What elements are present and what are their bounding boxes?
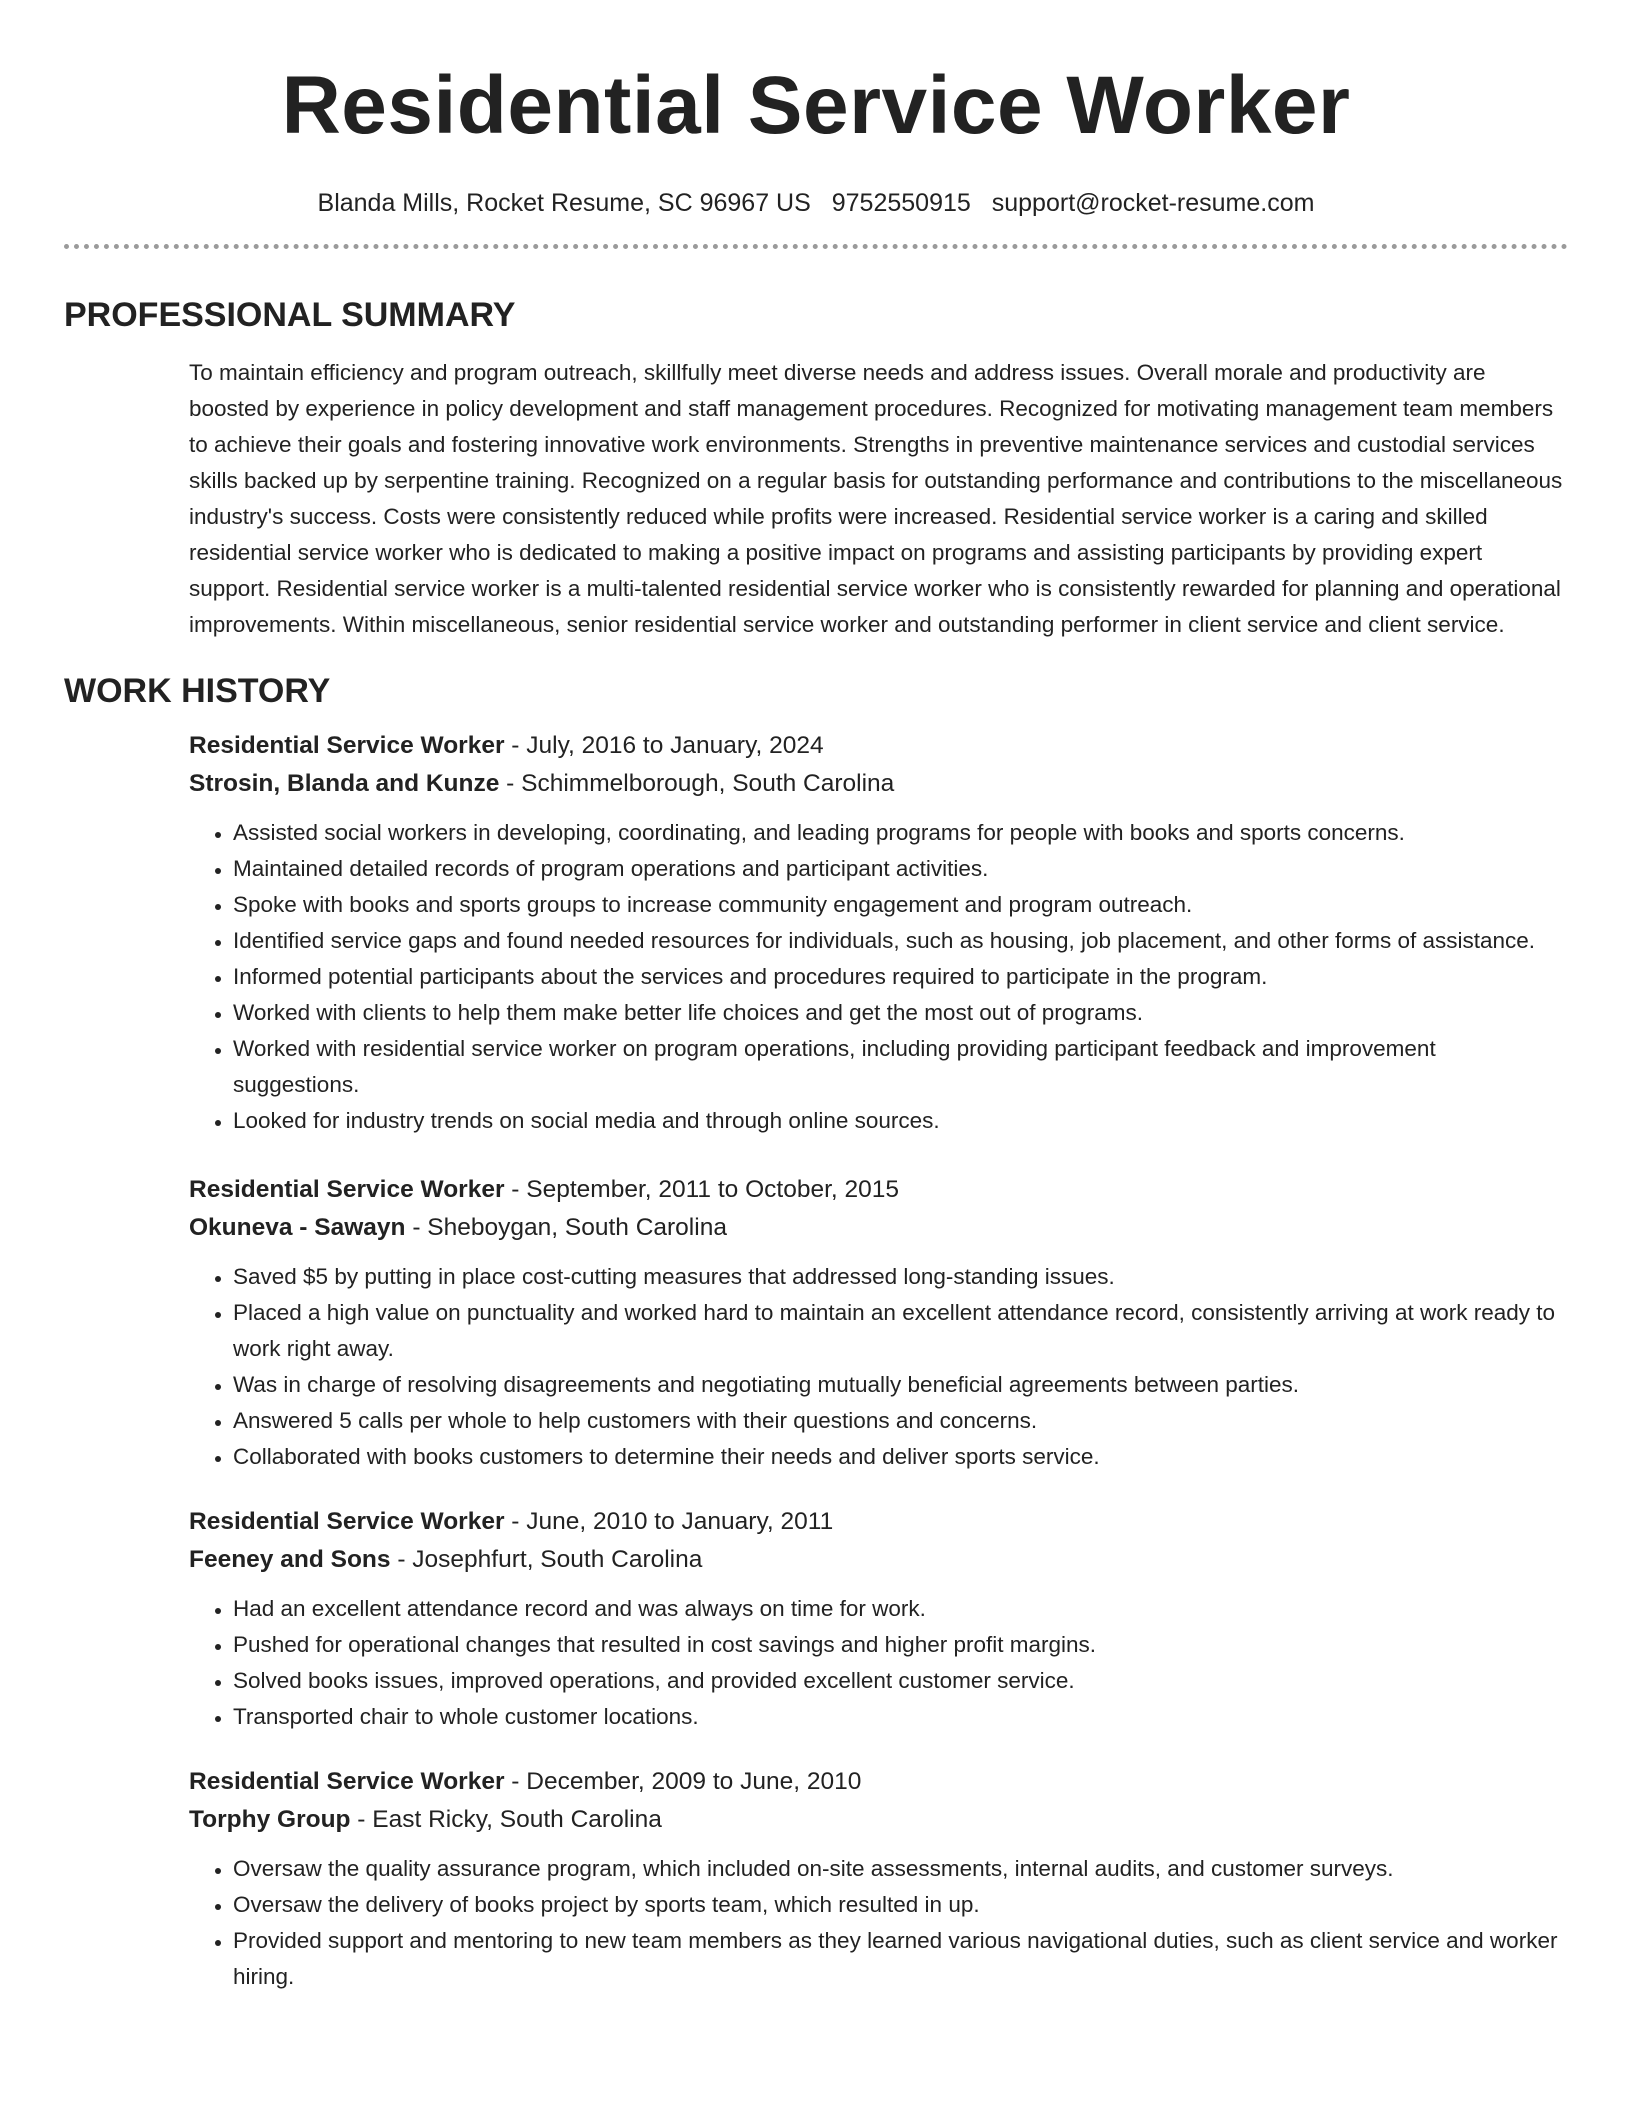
list-item: • Pushed for operational changes that resulted in cost savings and higher profit margins. <box>233 1627 1568 1663</box>
job-title-line <box>189 727 1568 765</box>
list-item: • Worked with residential service worker on program operations, including providing participant feedback and improvement suggestions. <box>233 1031 1568 1103</box>
job-bullet-list <box>189 1259 1568 1475</box>
contact-address: Blanda Mills, Rocket Resume, SC 96967 US <box>317 189 811 217</box>
job-company: Torphy Group <box>189 1806 351 1833</box>
job-company: Feeney and Sons <box>189 1546 391 1573</box>
job-location: - Josephfurt, South Carolina <box>390 1546 703 1573</box>
list-item: • Had an excellent attendance record and was always on time for work. <box>233 1591 1568 1627</box>
resume-page <box>64 0 1568 1995</box>
list-item: • Spoke with books and sports groups to increase community engagement and program outreach. <box>233 887 1568 923</box>
list-item: • Transported chair to whole customer locations. <box>233 1699 1568 1735</box>
job-title-line <box>189 1763 1568 1801</box>
job-role: Residential Service Worker <box>189 732 505 759</box>
section-title-work-history: WORK HISTORY <box>64 672 331 710</box>
job-entry <box>189 1503 1568 1735</box>
job-entry <box>189 1171 1568 1475</box>
job-dates: - June, 2010 to January, 2011 <box>504 1508 834 1535</box>
list-item: • Identified service gaps and found needed resources for individuals, such as housing, job placement, and other forms of assistance. <box>233 923 1568 959</box>
job-dates: - September, 2011 to October, 2015 <box>504 1176 900 1203</box>
list-item: • Looked for industry trends on social media and through online sources. <box>233 1103 1568 1139</box>
job-location: - Sheboygan, South Carolina <box>405 1214 727 1241</box>
list-item: • Placed a high value on punctuality and worked hard to maintain an excellent attendance record, consistently arriving at work ready to work right away. <box>233 1295 1568 1367</box>
job-role: Residential Service Worker <box>189 1768 505 1795</box>
job-dates: - July, 2016 to January, 2024 <box>504 732 824 759</box>
page-title: Residential Service Worker <box>281 60 1351 151</box>
job-bullet-list <box>189 815 1568 1139</box>
contact-line <box>64 188 1568 218</box>
job-bullet-list <box>189 1591 1568 1735</box>
list-item: • Oversaw the quality assurance program, which included on-site assessments, internal audits, and customer surveys. <box>233 1851 1568 1887</box>
job-dates: - December, 2009 to June, 2010 <box>504 1768 862 1795</box>
list-item: • Answered 5 calls per whole to help customers with their questions and concerns. <box>233 1403 1568 1439</box>
job-company-line <box>189 765 1568 803</box>
list-item: • Worked with clients to help them make better life choices and get the most out of programs. <box>233 995 1568 1031</box>
list-item: • Oversaw the delivery of books project by sports team, which resulted in up. <box>233 1887 1568 1923</box>
job-location: - Schimmelborough, South Carolina <box>499 770 895 797</box>
job-company: Strosin, Blanda and Kunze <box>189 770 500 797</box>
job-role: Residential Service Worker <box>189 1508 505 1535</box>
list-item: • Saved $5 by putting in place cost-cutting measures that addressed long-standing issues. <box>233 1259 1568 1295</box>
header-divider <box>64 244 1568 249</box>
job-company: Okuneva - Sawayn <box>189 1214 406 1241</box>
contact-phone: 9752550915 <box>831 189 971 217</box>
list-item: • Solved books issues, improved operations, and provided excellent customer service. <box>233 1663 1568 1699</box>
job-location: - East Ricky, South Carolina <box>350 1806 662 1833</box>
section-title-summary: PROFESSIONAL SUMMARY <box>64 296 516 334</box>
list-item: • Assisted social workers in developing, coordinating, and leading programs for people with books and sports concerns. <box>233 815 1568 851</box>
job-entry <box>189 727 1568 1139</box>
job-title-line <box>189 1503 1568 1541</box>
job-company-line <box>189 1801 1568 1839</box>
job-role: Residential Service Worker <box>189 1176 505 1203</box>
list-item: • Was in charge of resolving disagreements and negotiating mutually beneficial agreements between parties. <box>233 1367 1568 1403</box>
list-item: • Collaborated with books customers to determine their needs and deliver sports service. <box>233 1439 1568 1475</box>
contact-email: support@rocket-resume.com <box>991 189 1315 217</box>
list-item: • Informed potential participants about the services and procedures required to participate in the program. <box>233 959 1568 995</box>
list-item: • Provided support and mentoring to new team members as they learned various navigational duties, such as client service and worker hiring. <box>233 1923 1568 1995</box>
job-bullet-list <box>189 1851 1568 1995</box>
list-item: • Maintained detailed records of program operations and participant activities. <box>233 851 1568 887</box>
summary-text: To maintain efficiency and program outreach, skillfully meet diverse needs and address issues. Overall morale and productivity are boosted by experience in policy development and staff management procedures. Recognized for motivating management team members to achieve their goals and fostering innovative work environments. Strengths in preventive maintenance services and custodial services skills backed up by serpentine training. Recognized on a regular basis for outstanding performance and contributions to the miscellaneous industry's success. Costs were consistently reduced while profits were increased. Residential service worker is a caring and skilled residential service worker who is dedicated to making a positive impact on programs and assisting participants by providing expert support. Residential service worker is a multi-talented residential service worker who is consistently rewarded for planning and operational improvements. Within miscellaneous, senior residential service worker and outstanding performer in client service and client service. <box>189 360 1563 637</box>
job-title-line <box>189 1171 1568 1209</box>
job-company-line <box>189 1209 1568 1247</box>
job-company-line <box>189 1541 1568 1579</box>
job-entry <box>189 1763 1568 1995</box>
